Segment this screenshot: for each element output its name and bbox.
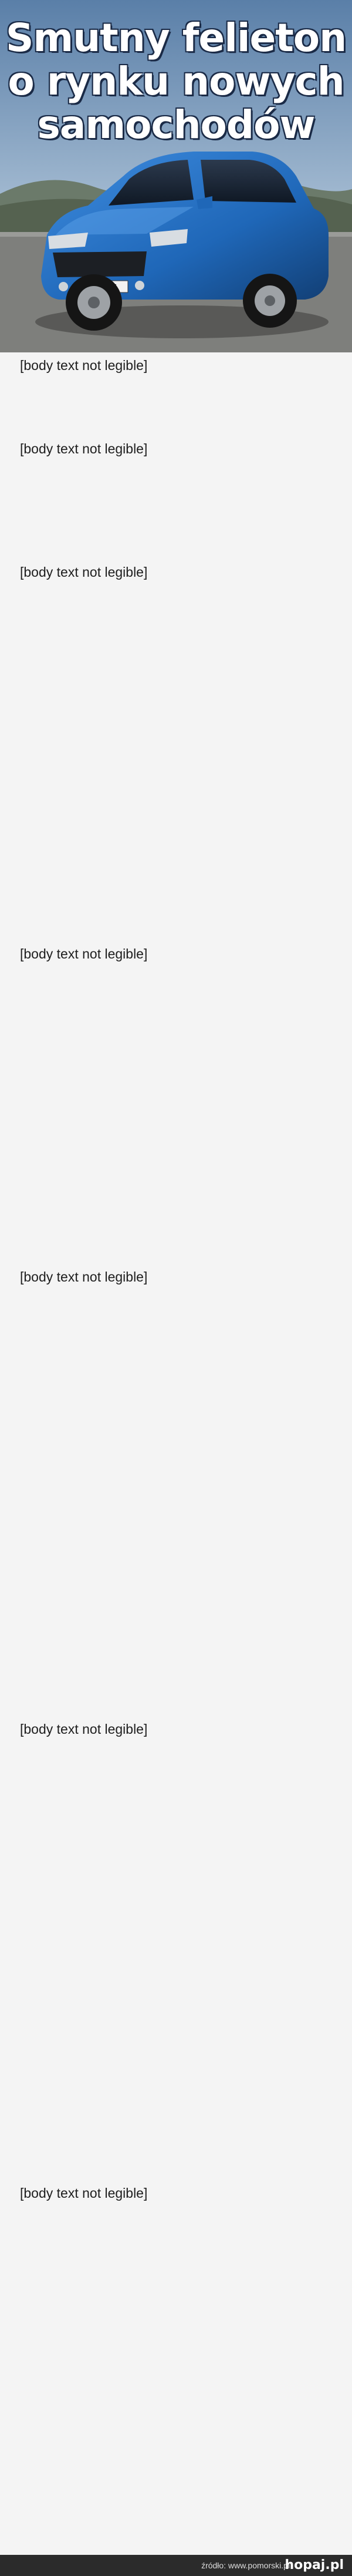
- article-paragraph: [body text not legible]: [20, 564, 148, 580]
- article-paragraph: [body text not legible]: [20, 441, 148, 456]
- article-paragraph: [body text not legible]: [20, 2185, 148, 2201]
- site-logo[interactable]: hopaj.pl: [285, 2558, 344, 2572]
- footer-bar: [0, 2555, 352, 2576]
- source-credit[interactable]: źródło: www.pomorski.pl: [201, 2561, 290, 2570]
- article-paragraph: [body text not legible]: [20, 358, 148, 373]
- article-paragraph: [body text not legible]: [20, 946, 148, 961]
- article-paragraph: [body text not legible]: [20, 1721, 148, 1737]
- article-body: [0, 352, 352, 2555]
- article-paragraph: [body text not legible]: [20, 1269, 148, 1284]
- hero-image: [0, 0, 352, 352]
- article-title: Smutny felieton o rynku nowych samochodów: [5, 15, 347, 147]
